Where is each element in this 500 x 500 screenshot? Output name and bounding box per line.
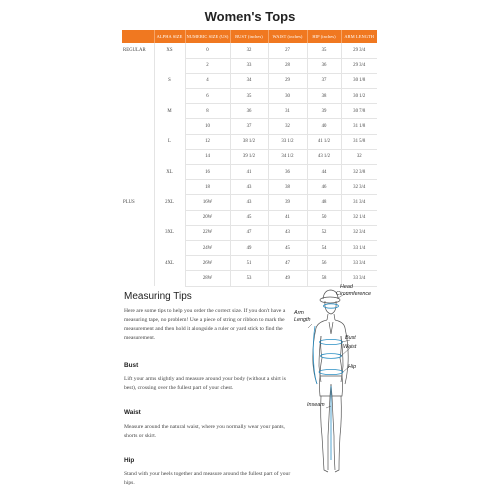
table-cell: 45 bbox=[268, 240, 307, 255]
table-cell bbox=[122, 104, 154, 119]
table-cell: 38 bbox=[268, 180, 307, 195]
table-cell bbox=[122, 210, 154, 225]
table-cell: 32 bbox=[268, 119, 307, 134]
table-cell bbox=[122, 134, 154, 149]
measuring-figure bbox=[290, 284, 380, 480]
table-cell: 29 3/4 bbox=[341, 43, 377, 58]
table-cell: 28W bbox=[185, 271, 230, 286]
table-body bbox=[122, 43, 377, 286]
table-cell: 31 5/8 bbox=[341, 134, 377, 149]
waist-text: Measure around the natural waist, where you normally wear your pants, shorts or skirt. bbox=[124, 424, 285, 439]
table-row bbox=[122, 73, 377, 88]
table-cell bbox=[122, 119, 154, 134]
table-row bbox=[122, 134, 377, 149]
table-cell: 43 bbox=[230, 180, 268, 195]
table-cell: 34 1/2 bbox=[268, 149, 307, 164]
table-cell bbox=[122, 225, 154, 240]
table-cell: 39 bbox=[307, 104, 341, 119]
table-cell: 18 bbox=[185, 180, 230, 195]
head-label: Head bbox=[340, 284, 353, 290]
hip-heading: Hip bbox=[124, 457, 135, 464]
table-header-cell: ALPHA SIZE bbox=[154, 30, 185, 43]
table-cell: 30 1/2 bbox=[341, 89, 377, 104]
table-cell: 14 bbox=[185, 149, 230, 164]
table-cell: 4 bbox=[185, 73, 230, 88]
bust-label: Bust bbox=[345, 335, 356, 341]
table-cell: 49 bbox=[230, 240, 268, 255]
table-cell bbox=[122, 180, 154, 195]
table-cell: 20W bbox=[185, 210, 230, 225]
table-cell: S bbox=[154, 73, 185, 88]
table-cell bbox=[122, 73, 154, 88]
table-cell: 58 bbox=[307, 271, 341, 286]
hip-label: Hip bbox=[348, 364, 357, 370]
table-cell: 53 bbox=[230, 271, 268, 286]
table-cell: 47 bbox=[230, 225, 268, 240]
table-cell: 33 1/4 bbox=[341, 240, 377, 255]
table-cell: 29 bbox=[268, 73, 307, 88]
table-header-cell bbox=[122, 30, 154, 43]
table-row bbox=[122, 43, 377, 58]
table-cell: 41 bbox=[268, 210, 307, 225]
table-cell: 50 bbox=[307, 210, 341, 225]
bust-heading: Bust bbox=[124, 362, 139, 369]
measuring-intro: Here are some tips to help you order the correct size. If you don't have a measuring tape, no problem! Use a piece of string or ribbon to mark the measurement and then hold it alongside a ruler or yard stick to find the measurement. bbox=[124, 308, 286, 341]
table-cell: 31 1/8 bbox=[341, 119, 377, 134]
table-cell: 45 bbox=[230, 210, 268, 225]
waist-heading: Waist bbox=[124, 409, 141, 416]
circumference-label: Circumference bbox=[336, 291, 372, 297]
table-row bbox=[122, 240, 377, 255]
table-cell: REGULAR bbox=[122, 43, 154, 58]
table-cell: 36 bbox=[230, 104, 268, 119]
table-cell: 22W bbox=[185, 225, 230, 240]
table-cell bbox=[122, 165, 154, 180]
hip-text: Stand with your heels together and measure around the fullest part of your hips. bbox=[124, 471, 291, 486]
table-cell: 32 3/4 bbox=[341, 225, 377, 240]
table-cell: 54 bbox=[307, 240, 341, 255]
table-cell: 38 1/2 bbox=[230, 134, 268, 149]
table-cell: 56 bbox=[307, 256, 341, 271]
table-cell: 52 bbox=[307, 225, 341, 240]
inseam-label: Inseam bbox=[307, 402, 325, 408]
table-cell bbox=[122, 256, 154, 271]
arm-length-line bbox=[313, 326, 317, 384]
table-row bbox=[122, 195, 377, 210]
table-cell: 37 bbox=[307, 73, 341, 88]
table-cell: 30 1/8 bbox=[341, 73, 377, 88]
table-cell: 37 bbox=[230, 119, 268, 134]
table-cell: 46 bbox=[307, 180, 341, 195]
table-cell: 4XL bbox=[154, 256, 185, 271]
arm-label: Arm bbox=[294, 310, 304, 316]
table-header-cell: HIP (inches) bbox=[307, 30, 341, 43]
table-cell bbox=[154, 240, 185, 255]
table-row bbox=[122, 89, 377, 104]
table-cell: 51 bbox=[230, 256, 268, 271]
table-cell: 30 7/8 bbox=[341, 104, 377, 119]
table-cell: 2XL bbox=[154, 195, 185, 210]
table-cell: XL bbox=[154, 165, 185, 180]
table-cell: 6 bbox=[185, 89, 230, 104]
table-cell: 43 bbox=[230, 195, 268, 210]
bust-line bbox=[320, 339, 343, 344]
table-cell bbox=[122, 240, 154, 255]
table-cell: 31 bbox=[268, 104, 307, 119]
table-cell: 43 1/2 bbox=[307, 149, 341, 164]
table-cell: 44 bbox=[307, 165, 341, 180]
table-cell: 33 1/2 bbox=[268, 134, 307, 149]
table-cell: 28 bbox=[268, 58, 307, 73]
table-cell: 16W bbox=[185, 195, 230, 210]
table-cell: 33 3/4 bbox=[341, 256, 377, 271]
table-cell: 32 3/4 bbox=[341, 180, 377, 195]
table-cell: XS bbox=[154, 43, 185, 58]
table-cell: 0 bbox=[185, 43, 230, 58]
table-cell: 48 bbox=[307, 195, 341, 210]
table-cell: L bbox=[154, 134, 185, 149]
table-cell: 35 bbox=[307, 43, 341, 58]
table-cell bbox=[154, 210, 185, 225]
table-header-cell: BUST (inches) bbox=[230, 30, 268, 43]
table-cell: 43 bbox=[268, 225, 307, 240]
table-cell: 32 1/4 bbox=[341, 210, 377, 225]
table-cell: 27 bbox=[268, 43, 307, 58]
table-cell: 24W bbox=[185, 240, 230, 255]
table-cell: 34 bbox=[230, 73, 268, 88]
table-row bbox=[122, 119, 377, 134]
table-cell: 40 bbox=[307, 119, 341, 134]
table-cell bbox=[122, 271, 154, 286]
table-cell bbox=[154, 271, 185, 286]
waist-line bbox=[321, 354, 342, 359]
table-cell: 3XL bbox=[154, 225, 185, 240]
table-row bbox=[122, 104, 377, 119]
table-cell: 2 bbox=[185, 58, 230, 73]
table-cell: 30 bbox=[268, 89, 307, 104]
size-chart-table bbox=[122, 30, 377, 287]
table-row bbox=[122, 256, 377, 271]
table-cell bbox=[154, 89, 185, 104]
table-cell: 49 bbox=[268, 271, 307, 286]
table-cell: 32 3/8 bbox=[341, 165, 377, 180]
table-row bbox=[122, 210, 377, 225]
measuring-tips-heading: Measuring Tips bbox=[124, 291, 192, 302]
table-header-cell: WAIST (inches) bbox=[268, 30, 307, 43]
waist-label: Waist bbox=[343, 344, 357, 350]
table-header-cell: ARM LENGTH bbox=[341, 30, 377, 43]
table-cell: 47 bbox=[268, 256, 307, 271]
table-cell: PLUS bbox=[122, 195, 154, 210]
right-leg bbox=[335, 396, 341, 472]
table-row bbox=[122, 225, 377, 240]
table-cell: 35 bbox=[230, 89, 268, 104]
bust-text: Lift your arms slightly and measure around your body (without a shirt is best), crossing over the fullest part of your chest. bbox=[124, 376, 286, 391]
hip-line bbox=[319, 369, 343, 374]
table-cell: 32 bbox=[341, 149, 377, 164]
table-row bbox=[122, 180, 377, 195]
length-label: Length bbox=[294, 317, 311, 323]
table-cell: M bbox=[154, 104, 185, 119]
table-cell: 41 1/2 bbox=[307, 134, 341, 149]
table-cell: 41 bbox=[230, 165, 268, 180]
table-cell bbox=[154, 58, 185, 73]
table-cell: 33 3/4 bbox=[341, 271, 377, 286]
table-cell bbox=[154, 149, 185, 164]
table-cell: 36 bbox=[307, 58, 341, 73]
table-cell: 31 3/4 bbox=[341, 195, 377, 210]
table-cell: 26W bbox=[185, 256, 230, 271]
table-header-cell: NUMERIC SIZE (US) bbox=[185, 30, 230, 43]
table-cell: 8 bbox=[185, 104, 230, 119]
table-row bbox=[122, 149, 377, 164]
table-cell: 12 bbox=[185, 134, 230, 149]
table-cell bbox=[122, 149, 154, 164]
table-cell: 38 bbox=[307, 89, 341, 104]
table-cell bbox=[122, 89, 154, 104]
page-title: Women's Tops bbox=[204, 9, 296, 24]
table-cell: 10 bbox=[185, 119, 230, 134]
table-cell: 39 1/2 bbox=[230, 149, 268, 164]
table-cell: 33 bbox=[230, 58, 268, 73]
table-cell bbox=[122, 58, 154, 73]
table-cell: 36 bbox=[268, 165, 307, 180]
table-cell bbox=[154, 180, 185, 195]
table-cell: 32 bbox=[230, 43, 268, 58]
table-cell bbox=[154, 119, 185, 134]
table-header-row bbox=[122, 30, 377, 43]
table-row bbox=[122, 165, 377, 180]
table-row bbox=[122, 58, 377, 73]
table-cell: 29 3/4 bbox=[341, 58, 377, 73]
table-cell: 39 bbox=[268, 195, 307, 210]
table-cell: 16 bbox=[185, 165, 230, 180]
